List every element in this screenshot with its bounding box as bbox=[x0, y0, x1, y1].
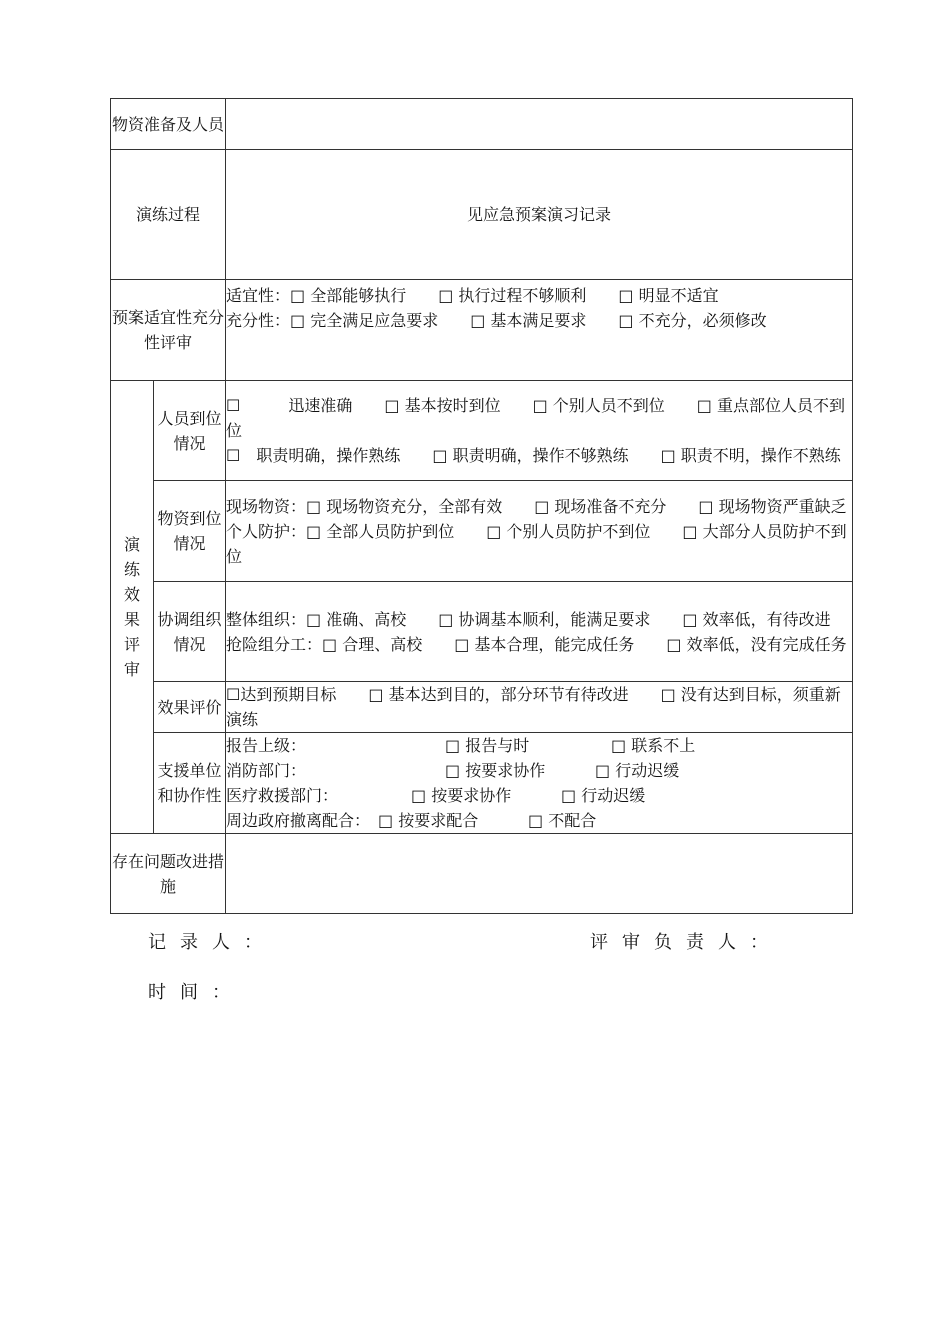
supplies-line-2: 个人防护：□ 全部人员防护到位 □ 个别人员防护不到位 □ 大部分人员防护不到位 bbox=[226, 521, 847, 566]
supplies-line-1: 现场物资：□ 现场物资充分，全部有效 □ 现场准备不充分 □ 现场物资严重缺乏 bbox=[226, 496, 847, 516]
personnel-content bbox=[226, 381, 853, 481]
result-line: ☐达到预期目标 □ 基本达到目的，部分环节有待改进 □ 没有达到目标，须重新演练 bbox=[226, 685, 841, 729]
personnel-line-1: ☐ 迅速准确 □ 基本按时到位 □ 个别人员不到位 □ 重点部位人员不到位 bbox=[226, 396, 845, 440]
suitability-label: 预案适宜性充分性评审 bbox=[111, 280, 226, 381]
support-item-option: □ 按要求协作 bbox=[445, 761, 546, 780]
result-row bbox=[111, 682, 853, 733]
materials-content[interactable] bbox=[226, 99, 853, 150]
result-label: 效果评价 bbox=[154, 682, 226, 733]
coordination-line-2: 抢险组分工：□ 合理、高校 □ 基本合理，能完成任务 □ 效率低，没有完成任务 bbox=[226, 634, 847, 654]
support-item-option: □ 联系不上 bbox=[611, 736, 696, 755]
support-item-name: 消防部门： bbox=[226, 761, 307, 780]
support-content bbox=[226, 733, 853, 834]
supplies-row bbox=[111, 481, 853, 582]
process-label: 演练过程 bbox=[111, 150, 226, 280]
coordination-content bbox=[226, 582, 853, 682]
issues-content[interactable] bbox=[226, 834, 853, 914]
supplies-label: 物资到位情况 bbox=[154, 481, 226, 582]
suitability-line: 适宜性：□ 全部能够执行 □ 执行过程不够顺利 □ 明显不适宜 bbox=[226, 286, 719, 305]
result-content bbox=[226, 682, 853, 733]
support-item-option: □ 按要求配合 bbox=[378, 811, 479, 830]
reviewer-label: 评审负责人： bbox=[590, 932, 782, 953]
support-item bbox=[226, 783, 852, 808]
support-row bbox=[111, 733, 853, 834]
support-item-option: □ 行动迟缓 bbox=[561, 786, 646, 805]
support-item bbox=[226, 758, 852, 783]
recorder-label: 记录人： bbox=[148, 932, 276, 953]
effect-group-label: 演练效果评审 bbox=[111, 381, 154, 834]
materials-label: 物资准备及人员 bbox=[111, 99, 226, 150]
support-item-name: 医疗救援部门： bbox=[226, 786, 339, 805]
issues-row bbox=[111, 834, 853, 914]
support-item-option: □ 按要求协作 bbox=[411, 786, 512, 805]
materials-row bbox=[111, 99, 853, 150]
supplies-content bbox=[226, 481, 853, 582]
support-item-name: 报告上级： bbox=[226, 736, 307, 755]
support-item-option: □ 行动迟缓 bbox=[595, 761, 680, 780]
process-row bbox=[111, 150, 853, 280]
support-item-name: 周边政府撤离配合： bbox=[226, 811, 371, 830]
drill-evaluation-table bbox=[110, 98, 853, 914]
personnel-label: 人员到位情况 bbox=[154, 381, 226, 481]
support-item bbox=[226, 808, 852, 833]
personnel-line-2: ☐ 职责明确，操作熟练 □ 职责明确，操作不够熟练 □ 职责不明，操作不熟练 bbox=[226, 446, 841, 465]
issues-label: 存在问题改进措施 bbox=[111, 834, 226, 914]
coordination-row bbox=[111, 582, 853, 682]
suitability-row bbox=[111, 280, 853, 381]
coordination-line-1: 整体组织：□ 准确、高校 □ 协调基本顺利，能满足要求 □ 效率低，有待改进 bbox=[226, 609, 831, 629]
support-label: 支援单位和协作性 bbox=[154, 733, 226, 834]
personnel-row bbox=[111, 381, 853, 481]
support-item-option: □ 不配合 bbox=[528, 811, 597, 830]
suitability-content bbox=[226, 280, 853, 381]
support-item bbox=[226, 733, 852, 758]
support-item-option: □ 报告与时 bbox=[445, 736, 530, 755]
time-label: 时间： bbox=[148, 982, 244, 1003]
process-content: 见应急预案演习记录 bbox=[226, 150, 853, 280]
sufficiency-line: 充分性：□ 完全满足应急要求 □ 基本满足要求 □ 不充分，必须修改 bbox=[226, 311, 767, 330]
coordination-label: 协调组织情况 bbox=[154, 582, 226, 682]
